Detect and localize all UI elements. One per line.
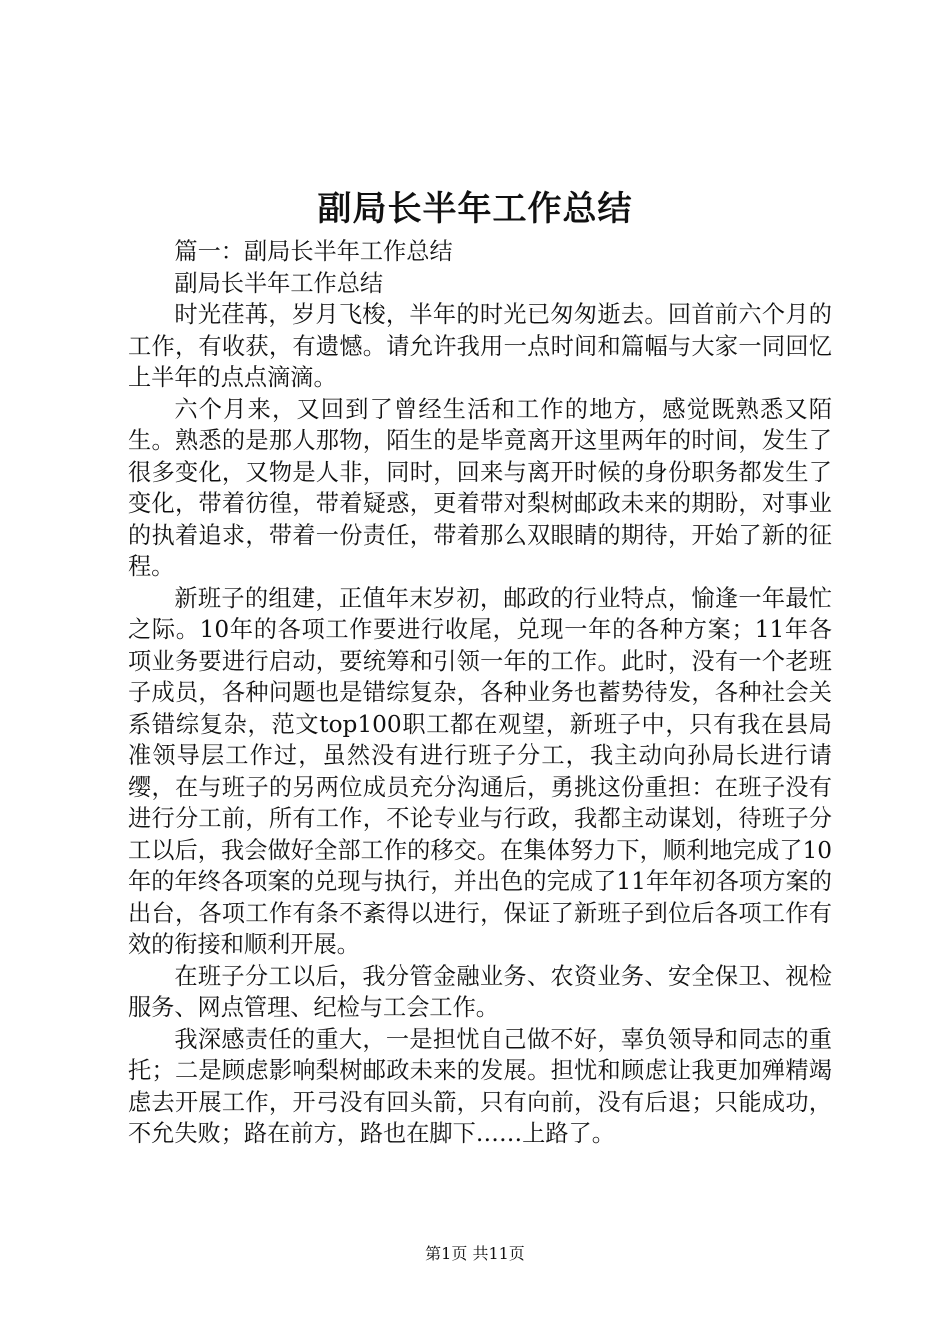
paragraph: 在班子分工以后，我分管金融业务、农资业务、安全保卫、视检服务、网点管理、纪检与工会工作。: [128, 962, 832, 1021]
section-heading: 篇一：副局长半年工作总结: [174, 238, 453, 265]
document-title: 副局长半年工作总结: [317, 189, 633, 229]
document-body: [128, 236, 832, 1150]
paragraph: 六个月来，又回到了曾经生活和工作的地方，感觉既熟悉又陌生。熟悉的是那人那物，陌生的是毕竟离开这里两年的时间，发生了很多变化，又物是人非，同时，回来与离开时候的身份职务都发生了变化，带着彷徨，带着疑惑，更着带对梨树邮政未来的期盼，对事业的执着追求，带着一份责任，带着那么双眼睛的期待，开始了新的征程。: [128, 395, 832, 580]
subtitle: 副局长半年工作总结: [174, 269, 384, 297]
paragraph: 新班子的组建，正值年末岁初，邮政的行业特点，愉逢一年最忙之际。10年的各项工作要进行收尾，兑现一年的各种方案；11年各项业务要进行启动，要统筹和引领一年的工作。此时，没有一个老班子成员，各种问题也是错综复杂，各种业务也蓄势待发，各种社会关系错综复杂，范文top100职工都在观望，新班子中，只有我在县局准领导层工作过，虽然没有进行班子分工，我主动向孙局长进行请缨，在与班子的另两位成员充分沟通后，勇挑这份重担：在班子没有进行分工前，所有工作，不论专业与行政，我都主动谋划，待班子分工以后，我会做好全部工作的移交。在集体努力下，顺利地完成了10年的年终各项案的兑现与执行，并出色的完成了11年年初各项方案的出台，各项工作有条不紊得以进行，保证了新班子到位后各项工作有效的衔接和顺利开展。: [128, 584, 832, 958]
page-footer: 第1页 共11页: [425, 1244, 525, 1263]
paragraph: 我深感责任的重大，一是担忧自己做不好，辜负领导和同志的重托；二是顾虑影响梨树邮政未来的发展。担忧和顾虑让我更加殚精竭虑去开展工作，开弓没有回头箭，只有向前，没有后退；只能成功，不允失败；路在前方，路也在脚下……上路了。: [128, 1025, 832, 1147]
paragraph: 时光荏苒，岁月飞梭，半年的时光已匆匆逝去。回首前六个月的工作，有收获，有遗憾。请允许我用一点时间和篇幅与大家一同回忆上半年的点点滴滴。: [128, 301, 832, 391]
